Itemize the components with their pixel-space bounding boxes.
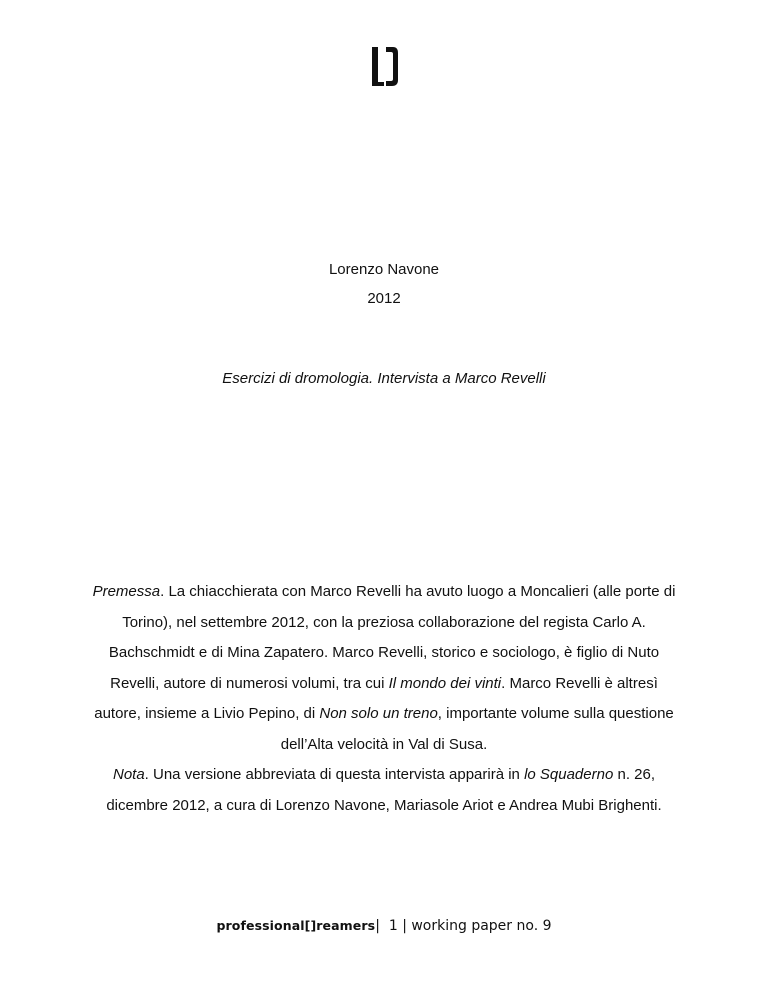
nota-line-1: Nota. Una versione abbreviata di questa intervista apparirà in lo Squaderno n. 26, <box>112 766 656 783</box>
page-number: 1 <box>388 918 398 934</box>
journal-title-lo-squaderno: lo Squaderno <box>524 766 614 783</box>
footer-separator: | <box>375 918 380 934</box>
footer-brand: professional[]reamers <box>216 918 376 933</box>
premessa-line-5: autore, insieme a Livio Pepino, di Non solo un treno, importante volume sulla questione <box>94 705 674 723</box>
premessa-line-6: dell’Alta velocità in Val di Susa. <box>280 735 488 753</box>
author-name: Lorenzo Navone <box>328 261 440 278</box>
book-title-non-solo-un-treno: Non solo un treno <box>319 705 438 723</box>
premessa-label: Premessa <box>92 583 161 600</box>
premessa-line-3: Bachschmidt e di Mina Zapatero. Marco Revelli, storico e sociologo, è figlio di Nuto <box>108 644 660 662</box>
document-title: Esercizi di dromologia. Intervista a Marco Revelli <box>222 370 546 387</box>
nota-label: Nota <box>112 766 145 783</box>
premessa-line-4: Revelli, autore di numerosi volumi, tra cui Il mondo dei vinti. Marco Revelli è altresì <box>110 674 658 692</box>
premessa-line-1: Premessa. La chiacchierata con Marco Revelli ha avuto luogo a Moncalieri (alle porte di <box>92 583 676 600</box>
working-paper-label: | working paper no. 9 <box>402 918 552 934</box>
brand-bracket-mark: [] <box>304 918 317 933</box>
page-footer <box>0 918 768 934</box>
brackets-logo-icon <box>370 46 400 86</box>
premessa-paragraph <box>60 577 708 761</box>
nota-paragraph <box>60 760 708 821</box>
book-title-mondo-dei-vinti: Il mondo dei vinti <box>388 674 502 692</box>
premessa-line-2: Torino), nel settembre 2012, con la preziosa collaborazione del regista Carlo A. <box>122 613 646 631</box>
nota-line-2: dicembre 2012, a cura di Lorenzo Navone, Mariasole Ariot e Andrea Mubi Brighenti. <box>106 796 662 814</box>
publication-year: 2012 <box>367 290 401 307</box>
